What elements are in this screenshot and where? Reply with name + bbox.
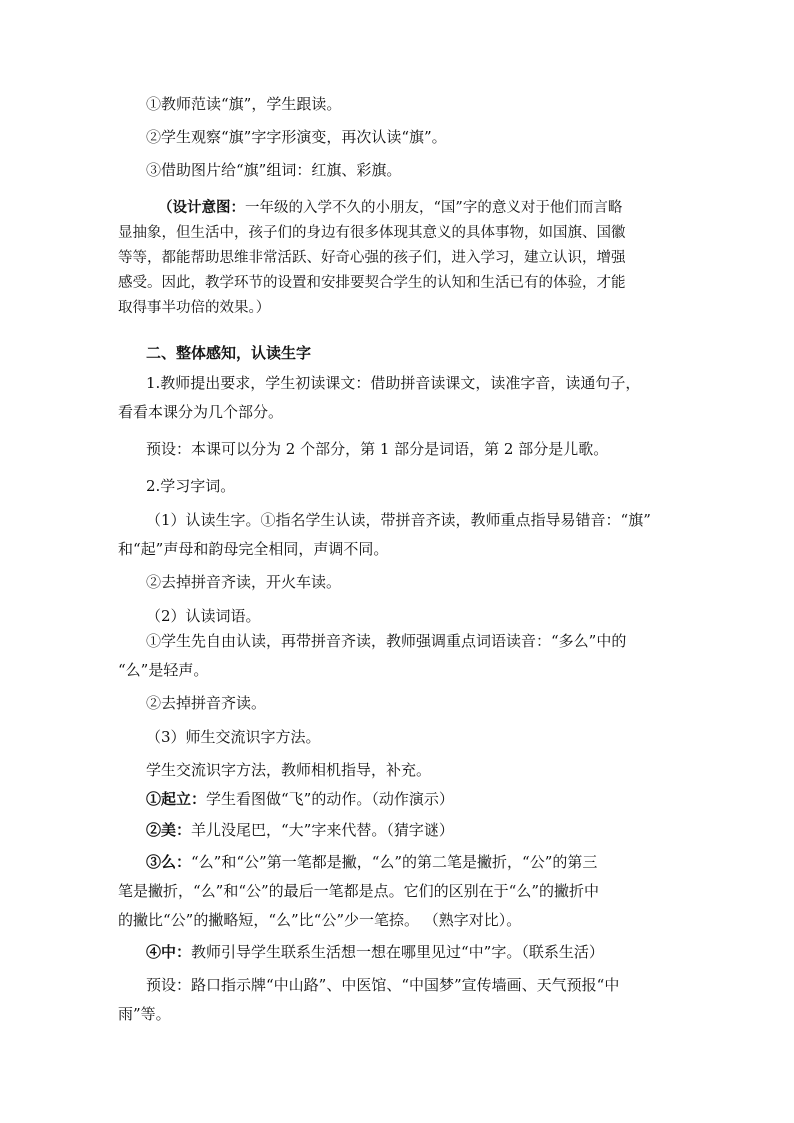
method-4 bbox=[146, 942, 604, 962]
item1-line-1: 1.教师提出要求，学生初读课文：借助拼音读课文，读准字音，读通句子， bbox=[146, 374, 641, 392]
sub1-b: ②去掉拼音齐读，开火车读。 bbox=[146, 573, 342, 591]
method-4-key: ④中： bbox=[146, 943, 192, 961]
item1-line-2: 看看本课分为几个部分。 bbox=[118, 403, 284, 421]
preset-1: 预设：本课可以分为 2 个部分，第 1 部分是词语，第 2 部分是儿歌。 bbox=[146, 440, 609, 458]
design-intent-line-5: 取得事半功倍的效果。） bbox=[118, 300, 271, 316]
sub2-a-line-2: “么”是轻声。 bbox=[118, 661, 209, 679]
method-2 bbox=[146, 820, 454, 840]
intro-step-2: ②学生观察“旗”字字形演变，再次认读“旗”。 bbox=[146, 128, 447, 146]
method-1-key: ①起立： bbox=[146, 790, 207, 808]
method-3-line-3: 的撇比“公”的撇略短，“么”比“公”少一笔捺。 （熟字对比）。 bbox=[118, 911, 522, 929]
sub3: （3）师生交流识字方法。 bbox=[146, 728, 321, 746]
intro-step-1: ①教师范读“旗”，学生跟读。 bbox=[146, 95, 342, 113]
method-1 bbox=[146, 789, 454, 809]
preset-2-line-2: 雨”等。 bbox=[118, 1005, 171, 1023]
method-3-line-2: 笔是撇折，“么”和“公”的最后一笔都是点。它们的区别在于“么”的撇折中 bbox=[118, 882, 600, 900]
method-3-key: ③么： bbox=[146, 853, 192, 871]
sub1-line-2: 和“起”声母和韵母完全相同，声调不同。 bbox=[118, 540, 389, 558]
method-1-text: 学生看图做“飞”的动作。（动作演示） bbox=[206, 790, 454, 808]
method-2-key: ②美： bbox=[146, 821, 192, 839]
sub1-line-1: （1）认读生字。①指名学生认读，带拼音齐读，教师重点指导易错音：“旗” bbox=[146, 511, 651, 529]
item2: 2.学习字词。 bbox=[146, 477, 236, 495]
section-heading: 二、整体感知，认读生字 bbox=[146, 344, 312, 362]
design-intent-line-3: 等等，都能帮助思维非常活跃、好奇心强的孩子们，进入学习，建立认识，增强 bbox=[118, 250, 626, 266]
sub2: （2）认读词语。 bbox=[146, 607, 261, 625]
sub2-a-line-1: ①学生先自由认读，再带拼音齐读，教师强调重点词语读音：“多么”中的 bbox=[146, 632, 627, 650]
design-intent-line-1: （设计意图：一年级的入学不久的小朋友，“国”字的意义对于他们而言略 bbox=[158, 199, 623, 216]
design-intent-line-2: 显抽象，但生活中，孩子们的身边有很多体现其意义的具体事物，如国旗、国徽 bbox=[118, 225, 626, 241]
sub3-intro: 学生交流识字方法，教师相机指导，补充。 bbox=[146, 761, 432, 779]
intro-step-3: ③借助图片给“旗”组词：红旗、彩旗。 bbox=[146, 161, 402, 179]
method-3-line-1: ③么：“么”和“公”第一笔都是撇，“么”的第二笔是撇折，“公”的第三 bbox=[146, 853, 598, 871]
method-2-text: 羊儿没尾巴，“大”字来代替。（猜字谜） bbox=[191, 821, 454, 839]
design-intent-line-4: 感受。因此，教学环节的设置和安排要契合学生的认知和生活已有的体验，才能 bbox=[118, 275, 626, 291]
method-4-text: 教师引导学生联系生活想一想在哪里见过“中”字。（联系生活） bbox=[191, 943, 604, 961]
design-intent-label: （设计意图： bbox=[158, 199, 245, 216]
sub2-b: ②去掉拼音齐读。 bbox=[146, 694, 267, 712]
preset-2-line-1: 预设：路口指示牌“中山路”、中医馆、“中国梦”宣传墙画、天气预报“中 bbox=[146, 976, 620, 994]
